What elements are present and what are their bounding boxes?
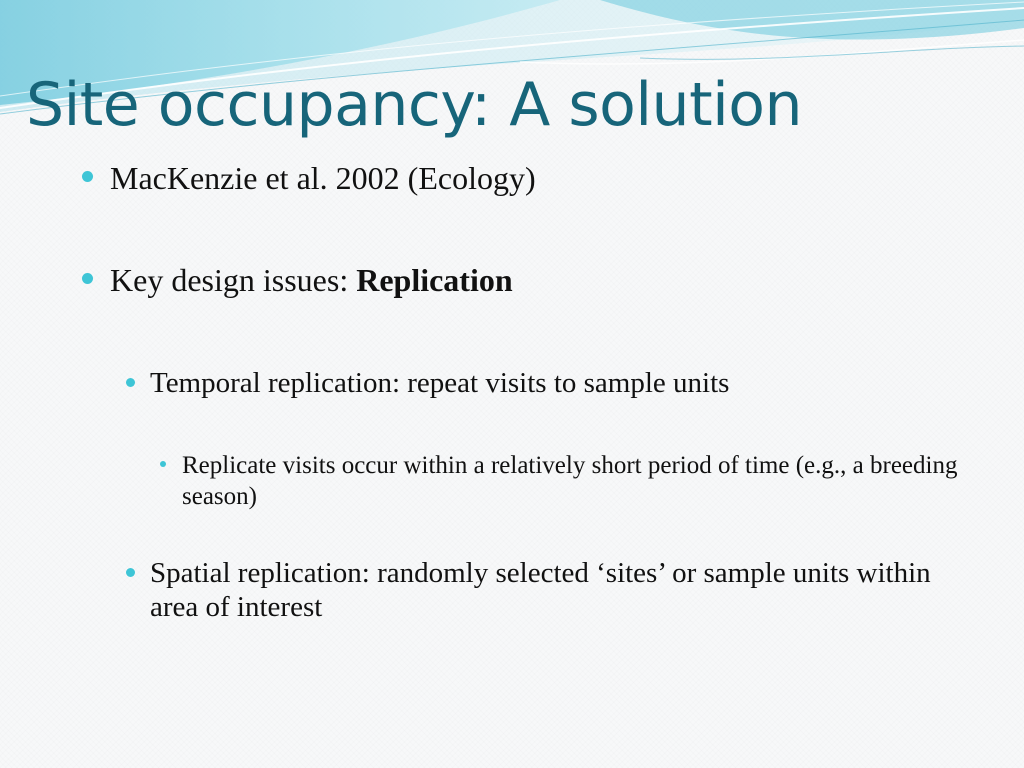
sub-bullet-item [150,366,970,400]
bullet-dot-icon [160,461,166,467]
slide-title: Site occupancy: A solution [26,70,802,140]
bullet-text: MacKenzie et al. 2002 (Ecology) [110,160,536,196]
bullet-text: Spatial replication: randomly selected ‘sites’ or sample units within area of interest [150,557,931,623]
bullet-item [110,160,970,196]
bullet-bold-text: Replication [356,262,513,298]
bullet-dot-icon [82,273,93,284]
bullet-dot-icon [82,171,93,182]
bullet-text: Temporal replication: repeat visits to sample units [150,367,730,399]
bullet-dot-icon [126,378,135,387]
bullet-text: Key design issues: [110,262,357,298]
sub-bullet-item [150,556,970,624]
bullet-text: Replicate visits occur within a relatively short period of time (e.g., a breeding season) [182,452,958,510]
bullet-dot-icon [126,568,135,577]
sub-sub-bullet-item [182,450,972,512]
bullet-item [110,262,970,298]
